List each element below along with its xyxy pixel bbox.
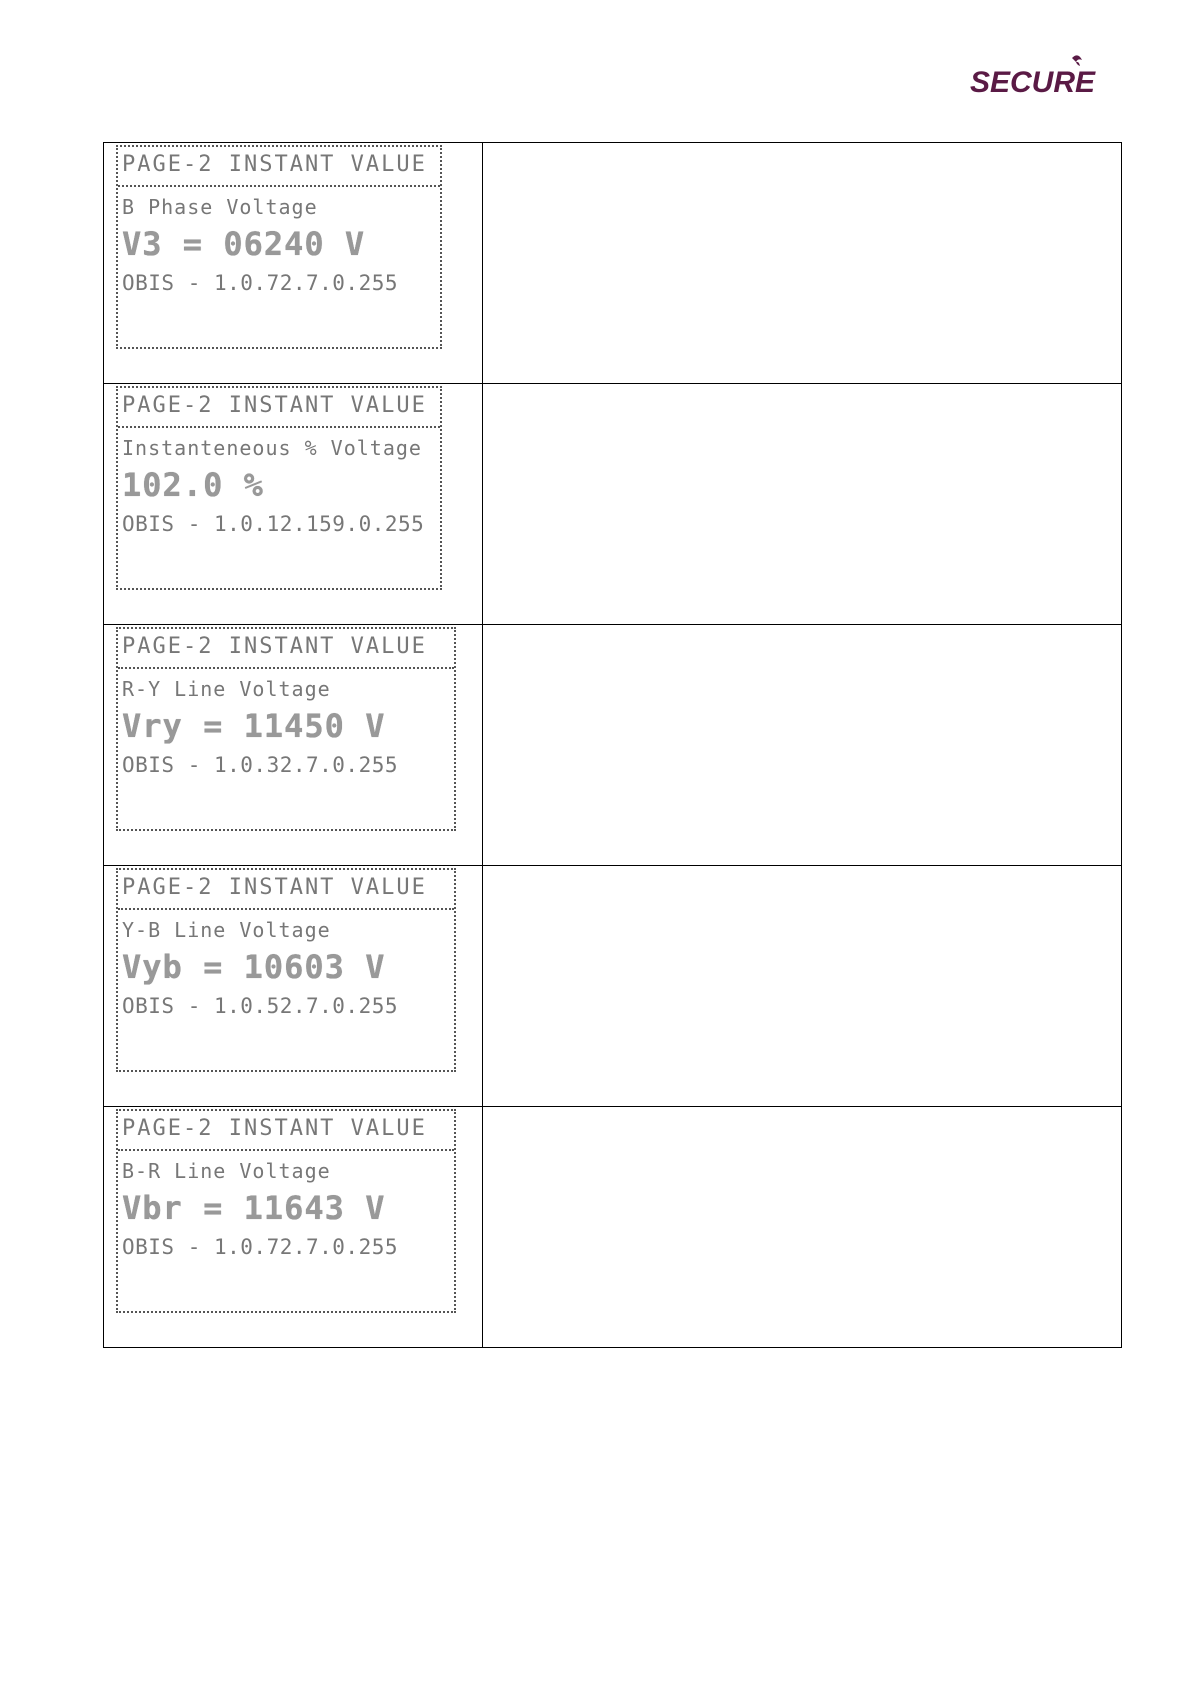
screen-cell: [104, 384, 483, 625]
lcd-obis-code: OBIS - 1.0.72.7.0.255: [122, 271, 399, 295]
description-cell: [483, 384, 1122, 625]
lcd-parameter-value: 102.0 %: [122, 466, 264, 504]
table-row: [104, 625, 1122, 866]
lcd-parameter-value: Vbr = 11643 V: [122, 1189, 386, 1227]
table-row: [104, 384, 1122, 625]
lcd-header: PAGE-2 INSTANT VALUE: [118, 629, 454, 669]
lcd-header: PAGE-2 INSTANT VALUE: [118, 147, 440, 187]
lcd-parameter-label: Instanteneous % Voltage: [122, 436, 422, 460]
table-row: [104, 143, 1122, 384]
lcd-obis-code: OBIS - 1.0.12.159.0.255: [122, 512, 425, 536]
lcd-parameter-label: Y-B Line Voltage: [122, 918, 331, 942]
lcd-obis-code: OBIS - 1.0.52.7.0.255: [122, 994, 399, 1018]
lcd-header: PAGE-2 INSTANT VALUE: [118, 388, 440, 428]
description-cell: [483, 1107, 1122, 1348]
secure-logo-icon: [968, 52, 1108, 100]
lcd-parameter-label: B-R Line Voltage: [122, 1159, 331, 1183]
lcd-screen: [116, 1109, 456, 1313]
lcd-parameter-value: Vry = 11450 V: [122, 707, 386, 745]
screen-cell: [104, 625, 483, 866]
screen-cell: [104, 1107, 483, 1348]
lcd-screen: [116, 627, 456, 831]
lcd-screen: [116, 145, 442, 349]
description-cell: [483, 625, 1122, 866]
description-cell: [483, 143, 1122, 384]
lcd-parameter-value: V3 = 06240 V: [122, 225, 366, 263]
screen-cell: [104, 143, 483, 384]
lcd-header: PAGE-2 INSTANT VALUE: [118, 870, 454, 910]
logo-text: SECURE: [970, 66, 1096, 99]
lcd-screen: [116, 386, 442, 590]
table-row: [104, 866, 1122, 1107]
screen-cell: [104, 866, 483, 1107]
lcd-screen: [116, 868, 456, 1072]
lcd-parameter-label: B Phase Voltage: [122, 195, 318, 219]
lcd-obis-code: OBIS - 1.0.72.7.0.255: [122, 1235, 399, 1259]
description-cell: [483, 866, 1122, 1107]
secure-logo: [968, 52, 1108, 100]
lcd-obis-code: OBIS - 1.0.32.7.0.255: [122, 753, 399, 777]
lcd-parameter-label: R-Y Line Voltage: [122, 677, 331, 701]
display-parameters-table: [103, 142, 1122, 1348]
lcd-parameter-value: Vyb = 10603 V: [122, 948, 386, 986]
table-row: [104, 1107, 1122, 1348]
lcd-header: PAGE-2 INSTANT VALUE: [118, 1111, 454, 1151]
